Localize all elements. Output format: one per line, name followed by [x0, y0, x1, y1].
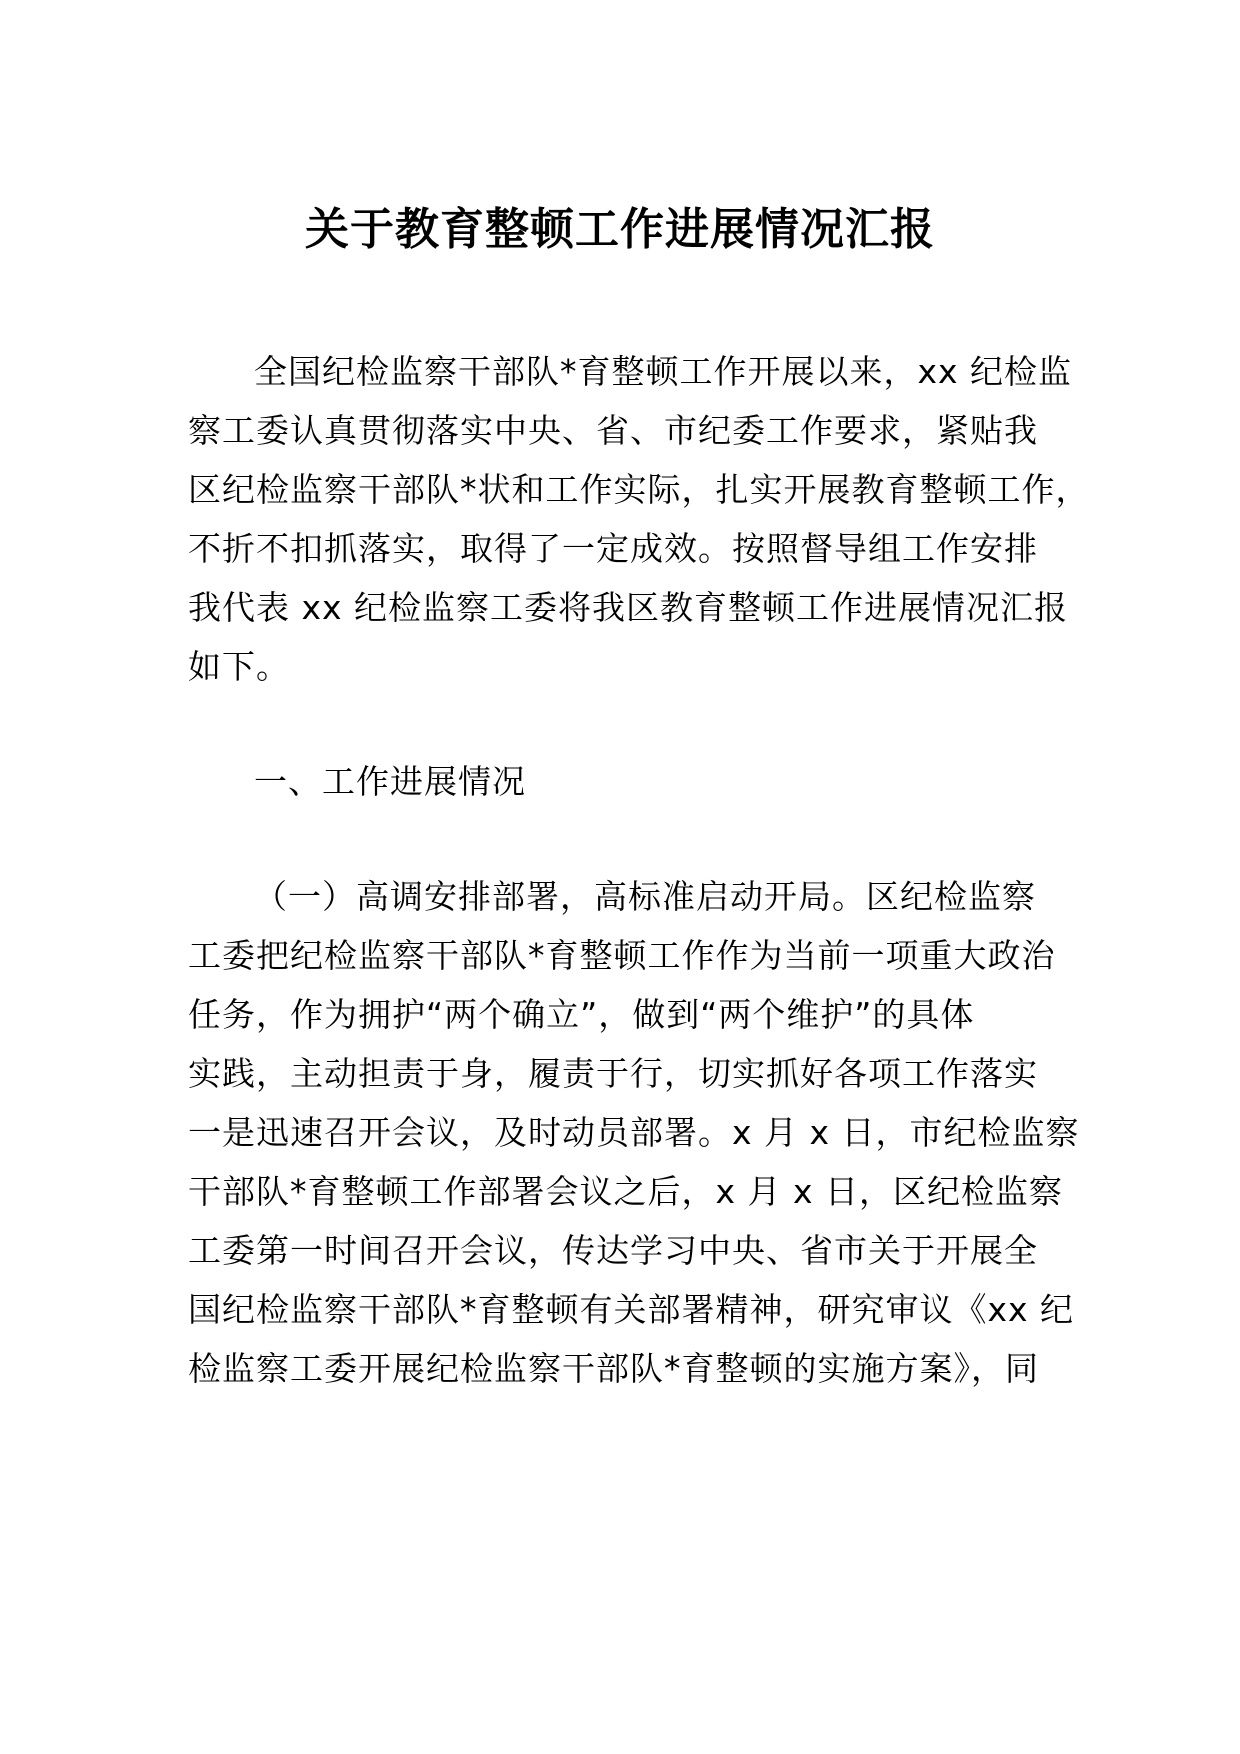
document-title: 关于教育整顿工作进展情况汇报 — [305, 204, 935, 255]
paragraph-line: 实践，主动担责于身，履责于行，切实抓好各项工作落实 — [188, 1054, 1038, 1093]
paragraph-line: 干部队*育整顿工作部署会议之后，x 月 x 日，区纪检监察 — [188, 1172, 1064, 1211]
paragraph-line: 一是迅速召开会议，及时动员部署。x 月 x 日，市纪检监察 — [188, 1113, 1080, 1152]
paragraph-line: 如下。 — [188, 647, 290, 686]
paragraph-line: 不折不扣抓落实，取得了一定成效。按照督导组工作安排 — [188, 529, 1038, 568]
paragraph-line: 工委第一时间召开会议，传达学习中央、省市关于开展全 — [188, 1231, 1038, 1270]
paragraph-line: 检监察工委开展纪检监察干部队*育整顿的实施方案》，同 — [188, 1349, 1039, 1388]
paragraph-line: 工委把纪检监察干部队*育整顿工作作为当前一项重大政治 — [188, 936, 1056, 975]
paragraph-line: 任务，作为拥护“两个确立”，做到“两个维护”的具体 — [188, 995, 975, 1034]
section-heading: 一、工作进展情况 — [254, 762, 526, 801]
paragraph-line: 全国纪检监察干部队*育整顿工作开展以来，xx 纪检监 — [254, 352, 1073, 391]
paragraph-line: （一）高调安排部署，高标准启动开局。区纪检监察 — [254, 877, 1036, 916]
paragraph-line: 我代表 xx 纪检监察工委将我区教育整顿工作进展情况汇报 — [188, 588, 1069, 627]
paragraph-line: 区纪检监察干部队*状和工作实际，扎实开展教育整顿工作， — [188, 470, 1090, 509]
paragraph-line: 国纪检监察干部队*育整顿有关部署精神，研究审议《xx 纪 — [188, 1290, 1075, 1329]
paragraph-line: 察工委认真贯彻落实中央、省、市纪委工作要求，紧贴我 — [188, 411, 1038, 450]
